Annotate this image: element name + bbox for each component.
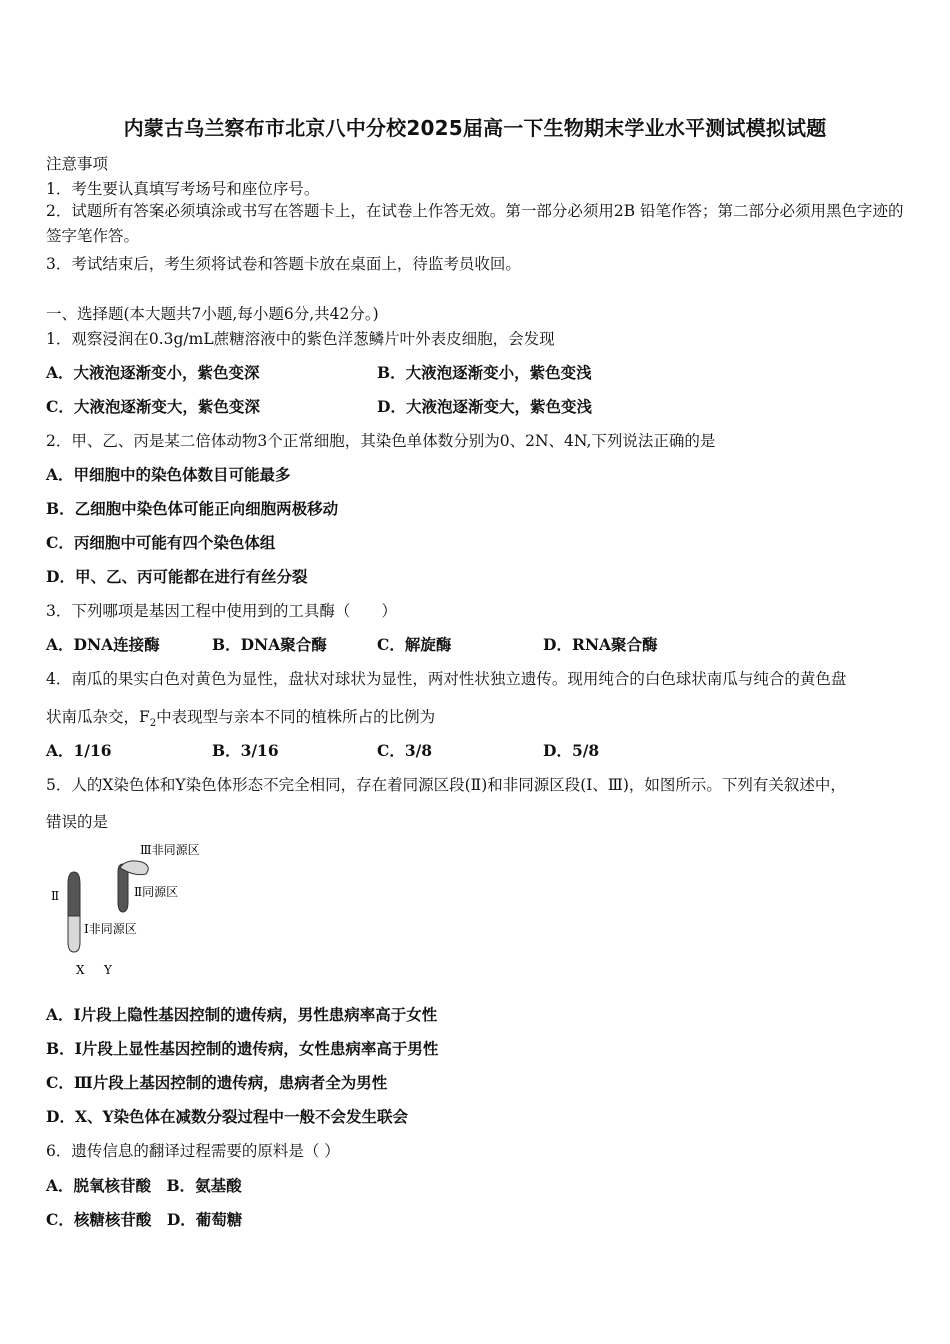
label-y: Y	[104, 963, 112, 977]
q3-stem: 3．下列哪项是基因工程中使用到的工具酶（ ）	[46, 602, 397, 620]
q4-option-d: D．5/8	[543, 741, 600, 760]
q3-option-a: A．DNA连接酶	[46, 635, 160, 654]
label-i-nonhomologous: Ⅰ非同源区	[84, 922, 137, 936]
q4-stem-line-2	[46, 705, 435, 729]
notice-item-2: 2．试题所有答案必须填涂或书写在答题卡上，在试卷上作答无效。第一部分必须用2B 铅笔作答；第二部分必须用黑色字迹的签字笔作答。	[46, 202, 904, 245]
q6-options-cd: C．核糖核苷酸 D．葡萄糖	[46, 1210, 243, 1229]
q5-stem-line-2: 错误的是	[46, 813, 109, 831]
notice-item-1: 1．考生要认真填写考场号和座位序号。	[46, 180, 320, 198]
q6-stem: 6．遗传信息的翻译过程需要的原料是（ ）	[46, 1142, 340, 1160]
q5-option-d: D．X、Y染色体在减数分裂过程中一般不会发生联会	[46, 1107, 409, 1126]
notice-item-3: 3．考试结束后，考生须将试卷和答题卡放在桌面上，待监考员收回。	[46, 255, 521, 273]
q3-option-d: D．RNA聚合酶	[543, 635, 658, 654]
q4-option-a: A．1/16	[46, 741, 112, 760]
q4-option-c: C．3/8	[377, 741, 433, 760]
q4-stem-part-1: 状南瓜杂交，F	[46, 708, 150, 726]
q1-stem: 1．观察浸润在0.3g/mL蔗糖溶液中的紫色洋葱鳞片叶外表皮细胞，会发现	[46, 330, 555, 348]
label-x: X	[76, 963, 85, 977]
q4-stem-line-1: 4．南瓜的果实白色对黄色为显性，盘状对球状为显性，两对性状独立遗传。现用纯合的白色球状南瓜与纯合的黄色盘	[46, 670, 847, 688]
q2-stem: 2．甲、乙、丙是某二倍体动物3个正常细胞，其染色单体数分别为0、2N、4N,下列说法正确的是	[46, 432, 716, 450]
q4-stem-part-2: 中表现型与亲本不同的植株所占的比例为	[156, 708, 436, 726]
q5-stem-line-1: 5．人的X染色体和Y染色体形态不完全相同，存在着同源区段(Ⅱ)和非同源区段(Ⅰ、Ⅲ)，如图所示。下列有关叙述中，	[46, 776, 846, 794]
q2-option-c: C．丙细胞中可能有四个染色体组	[46, 533, 276, 552]
section-heading: 一、选择题(本大题共7小题,每小题6分,共42分。)	[46, 305, 379, 323]
page-title: 内蒙古乌兰察布市北京八中分校2025届高一下生物期末学业水平测试模拟试题	[123, 116, 827, 140]
q1-option-b: B．大液泡逐渐变小，紫色变浅	[377, 363, 592, 382]
q1-option-d: D．大液泡逐渐变大，紫色变浅	[377, 397, 592, 416]
x-chromosome	[68, 872, 80, 952]
q2-option-a: A．甲细胞中的染色体数目可能最多	[46, 465, 291, 484]
label-ii-homologous: Ⅱ同源区	[134, 885, 179, 899]
q2-option-b: B．乙细胞中染色体可能正向细胞两极移动	[46, 499, 339, 518]
label-iii-nonhomologous: Ⅲ非同源区	[140, 843, 200, 857]
x-homologous-segment	[68, 872, 80, 916]
notice-heading: 注意事项	[46, 155, 109, 173]
x-nonhomologous-segment	[68, 916, 80, 952]
q4-stem-subscript: 2	[149, 718, 157, 730]
q1-option-a: A．大液泡逐渐变小，紫色变深	[46, 363, 260, 382]
label-ii-left: Ⅱ	[51, 889, 60, 903]
q4-option-b: B．3/16	[212, 741, 279, 760]
q5-option-a: A．Ⅰ片段上隐性基因控制的遗传病，男性患病率高于女性	[46, 1005, 438, 1024]
q3-option-b: B．DNA聚合酶	[212, 635, 327, 654]
q2-option-d: D．甲、乙、丙可能都在进行有丝分裂	[46, 567, 308, 586]
q5-option-b: B．Ⅰ片段上显性基因控制的遗传病，女性患病率高于男性	[46, 1039, 439, 1058]
q1-option-c: C．大液泡逐渐变大，紫色变深	[46, 397, 260, 416]
xy-chromosome-figure	[46, 838, 226, 983]
q5-option-c: C．Ⅲ片段上基因控制的遗传病，患病者全为男性	[46, 1073, 388, 1092]
q3-option-c: C．解旋酶	[377, 635, 452, 654]
q6-options-ab: A．脱氧核苷酸 B．氨基酸	[46, 1176, 242, 1195]
